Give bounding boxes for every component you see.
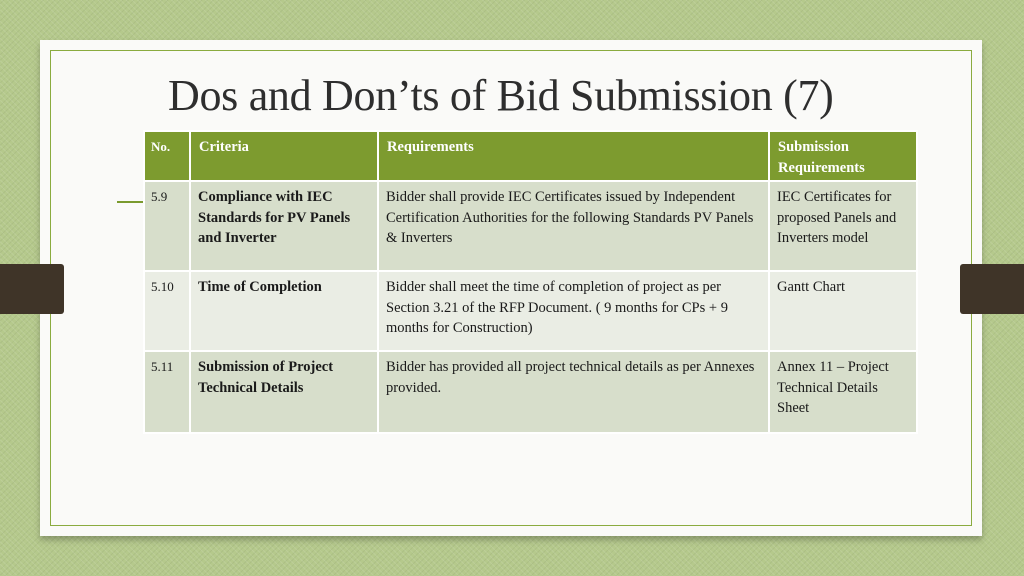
left-side-tab — [0, 264, 64, 314]
row-criteria: Time of Completion — [190, 271, 378, 351]
row-requirements: Bidder shall meet the time of completion of project as per Section 3.21 of the RFP Document. ( 9 months for CPs + 9 months for Construction) — [378, 271, 769, 351]
header-submission-requirements: Submission Requirements — [769, 131, 917, 181]
table-row — [144, 271, 917, 351]
row-submission: Gantt Chart — [769, 271, 917, 351]
header-requirements: Requirements — [378, 131, 769, 181]
right-side-tab — [960, 264, 1024, 314]
row-marker-line — [117, 201, 143, 203]
row-number: 5.9 — [144, 181, 190, 271]
row-submission: Annex 11 – Project Technical Details Sheet — [769, 351, 917, 433]
table-row — [144, 351, 917, 433]
header-no: No. — [144, 131, 190, 181]
table-header-row — [144, 131, 917, 181]
criteria-table — [143, 130, 918, 434]
row-submission: IEC Certificates for proposed Panels and Inverters model — [769, 181, 917, 271]
slide-title: Dos and Don’ts of Bid Submission (7) — [168, 71, 834, 120]
table-row — [144, 181, 917, 271]
row-number: 5.10 — [144, 271, 190, 351]
row-requirements: Bidder has provided all project technical details as per Annexes provided. — [378, 351, 769, 433]
row-criteria: Compliance with IEC Standards for PV Panels and Inverter — [190, 181, 378, 271]
header-criteria: Criteria — [190, 131, 378, 181]
row-number: 5.11 — [144, 351, 190, 433]
row-requirements: Bidder shall provide IEC Certificates issued by Independent Certification Authorities for the following Standards PV Panels & Inverters — [378, 181, 769, 271]
row-criteria: Submission of Project Technical Details — [190, 351, 378, 433]
